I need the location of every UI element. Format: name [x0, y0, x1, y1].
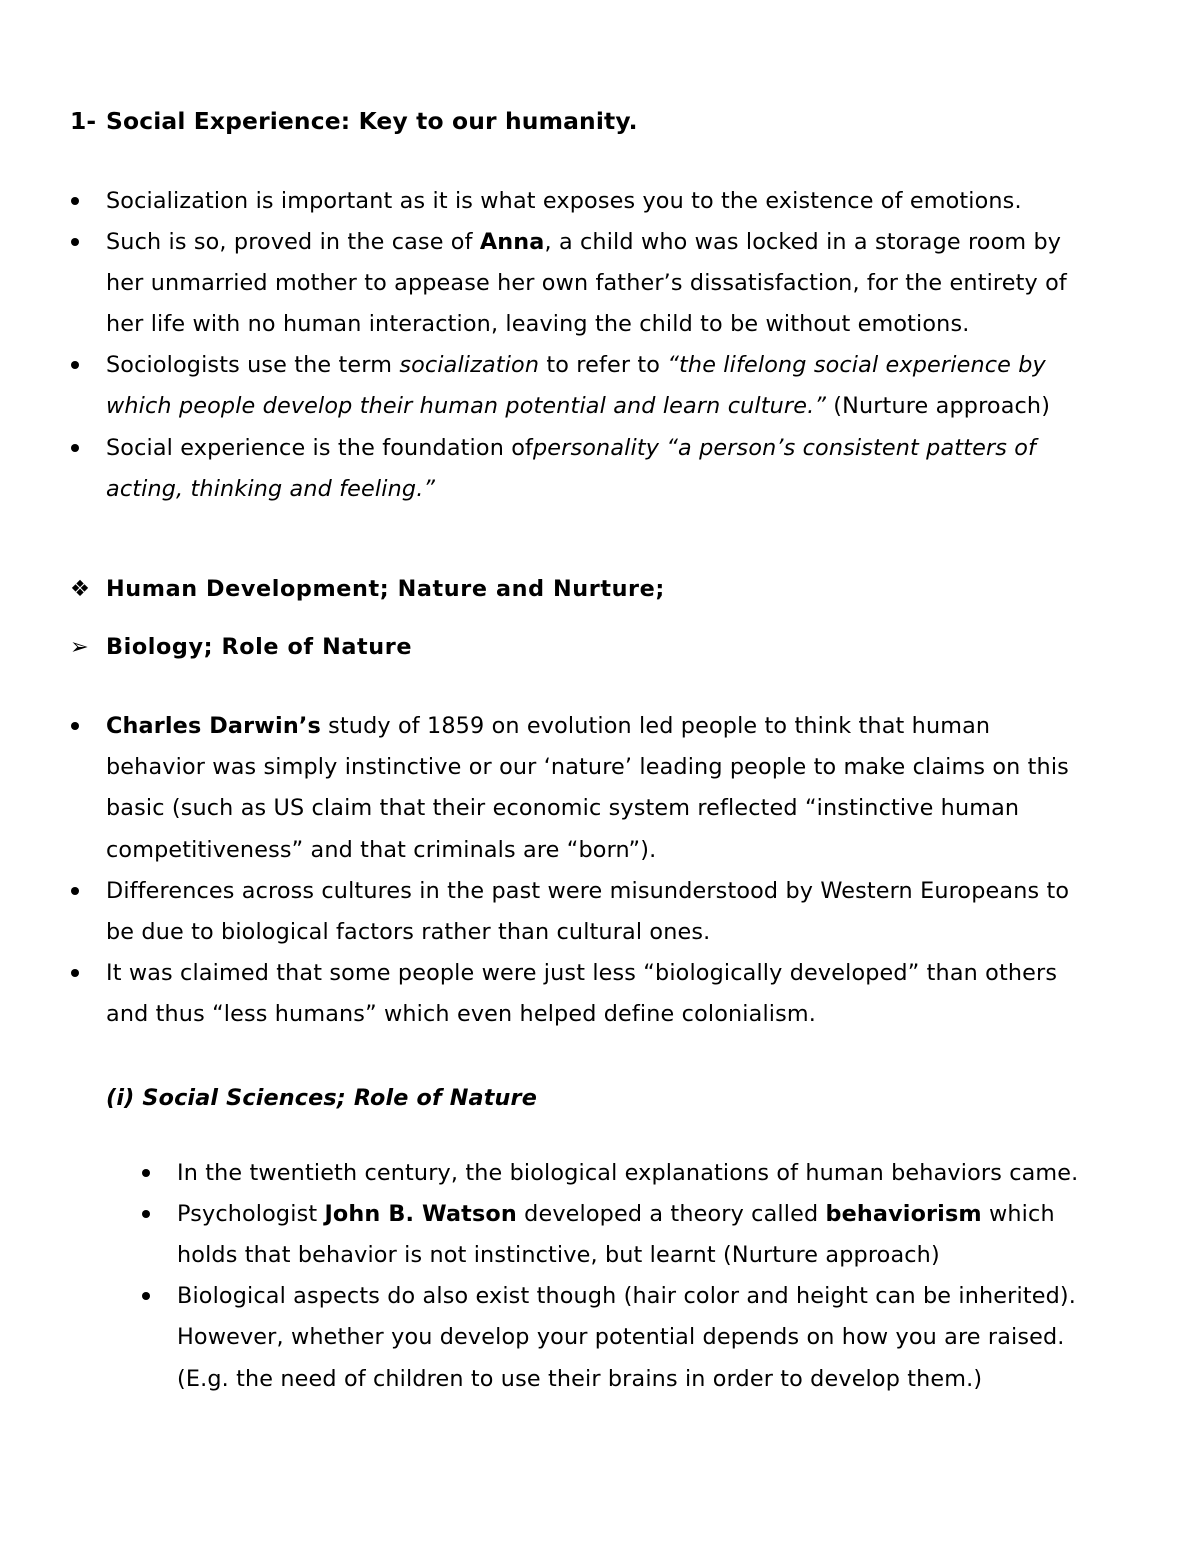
social-bullet-3-line-1: Biological aspects do also exist though (hair color and height can be inherited). [177, 1283, 1076, 1309]
intro-bullet-4-line-1 [106, 435, 1036, 461]
intro-bullet-3-line-2 [106, 393, 1050, 419]
social-bullet-3-line-3: (E.g. the need of children to use their brains in order to develop them.) [177, 1366, 983, 1392]
text-run: developed a theory called [516, 1201, 826, 1227]
intro-bullet-2-line-2: her unmarried mother to appease her own father’s dissatisfaction, for the entirety of [106, 270, 1067, 296]
bullet-dot [71, 722, 79, 730]
biology-bullet-3-line-1: It was claimed that some people were just less “biologically developed” than others [106, 960, 1058, 986]
section-title: Social Experience: Key to our humanity. [106, 107, 638, 135]
intro-bullet-1: Socialization is important as it is what exposes you to the existence of emotions. [106, 188, 1022, 214]
social-bullet-2-line-1 [177, 1201, 1055, 1227]
arrow-bullet-icon: ➢ [70, 634, 89, 660]
personality-definition: “a person’s consistent patters of [659, 435, 1037, 461]
text-run: Sociologists use the term [106, 352, 400, 378]
bullet-dot [71, 444, 79, 452]
biology-bullet-2-line-2: be due to biological factors rather than cultural ones. [106, 919, 711, 945]
section-number: 1- [70, 107, 97, 135]
biology-bullet-1-line-1 [106, 713, 990, 739]
watson-name: John B. Watson [324, 1201, 517, 1227]
darwin-name: Charles Darwin’s [106, 713, 321, 739]
bullet-dot [142, 1210, 150, 1218]
intro-bullet-2-line-3: her life with no human interaction, leaving the child to be without emotions. [106, 311, 970, 337]
social-bullet-2-line-2: holds that behavior is not instinctive, but learnt (Nurture approach) [177, 1242, 940, 1268]
text-run: to refer to [539, 352, 668, 378]
socialization-term: socialization [399, 352, 540, 378]
text-run: study of 1859 on evolution led people to think that human [320, 713, 991, 739]
diamond-bullet-icon: ❖ [70, 576, 91, 602]
text-run: which [981, 1201, 1055, 1227]
personality-term: personality [533, 435, 660, 461]
personality-definition: acting, thinking and feeling.” [106, 476, 436, 502]
social-bullet-3-line-2: However, whether you develop your potential depends on how you are raised. [177, 1324, 1065, 1350]
bullet-dot [71, 969, 79, 977]
socialization-definition: which people develop their human potential and learn culture.” [106, 393, 827, 419]
bullet-dot [142, 1169, 150, 1177]
biology-bullet-2-line-1: Differences across cultures in the past were misunderstood by Western Europeans to [106, 878, 1070, 904]
intro-bullet-3-line-1 [106, 352, 1046, 378]
bullet-dot [71, 887, 79, 895]
intro-bullet-2-line-1 [106, 229, 1061, 255]
text-run: , a child who was locked in a storage room by [544, 229, 1062, 255]
biology-heading: Biology; Role of Nature [106, 634, 413, 660]
socialization-definition: “the lifelong social experience by [667, 352, 1046, 378]
bullet-dot [71, 197, 79, 205]
social-bullet-1: In the twentieth century, the biological explanations of human behaviors came. [177, 1160, 1079, 1186]
text-run: Social experience is the foundation of [106, 435, 533, 461]
text-run: Psychologist [177, 1201, 325, 1227]
social-sciences-heading: (i) Social Sciences; Role of Nature [106, 1085, 537, 1111]
biology-bullet-3-line-2: and thus “less humans” which even helped define colonialism. [106, 1001, 817, 1027]
bullet-dot [142, 1292, 150, 1300]
bullet-dot [71, 238, 79, 246]
anna-name: Anna [479, 229, 545, 255]
text-run: (Nurture approach) [826, 393, 1051, 419]
bullet-dot [71, 361, 79, 369]
text-run: Such is so, proved in the case of [106, 229, 480, 255]
biology-bullet-1-line-3: basic (such as US claim that their economic system reflected “instinctive human [106, 795, 1020, 821]
biology-bullet-1-line-4: competitiveness” and that criminals are “born”). [106, 837, 657, 863]
biology-bullet-1-line-2: behavior was simply instinctive or our ‘nature’ leading people to make claims on this [106, 754, 1069, 780]
intro-bullet-4-line-2 [106, 476, 435, 502]
behaviorism-term: behaviorism [825, 1201, 982, 1227]
human-development-heading: Human Development; Nature and Nurture; [106, 576, 665, 602]
